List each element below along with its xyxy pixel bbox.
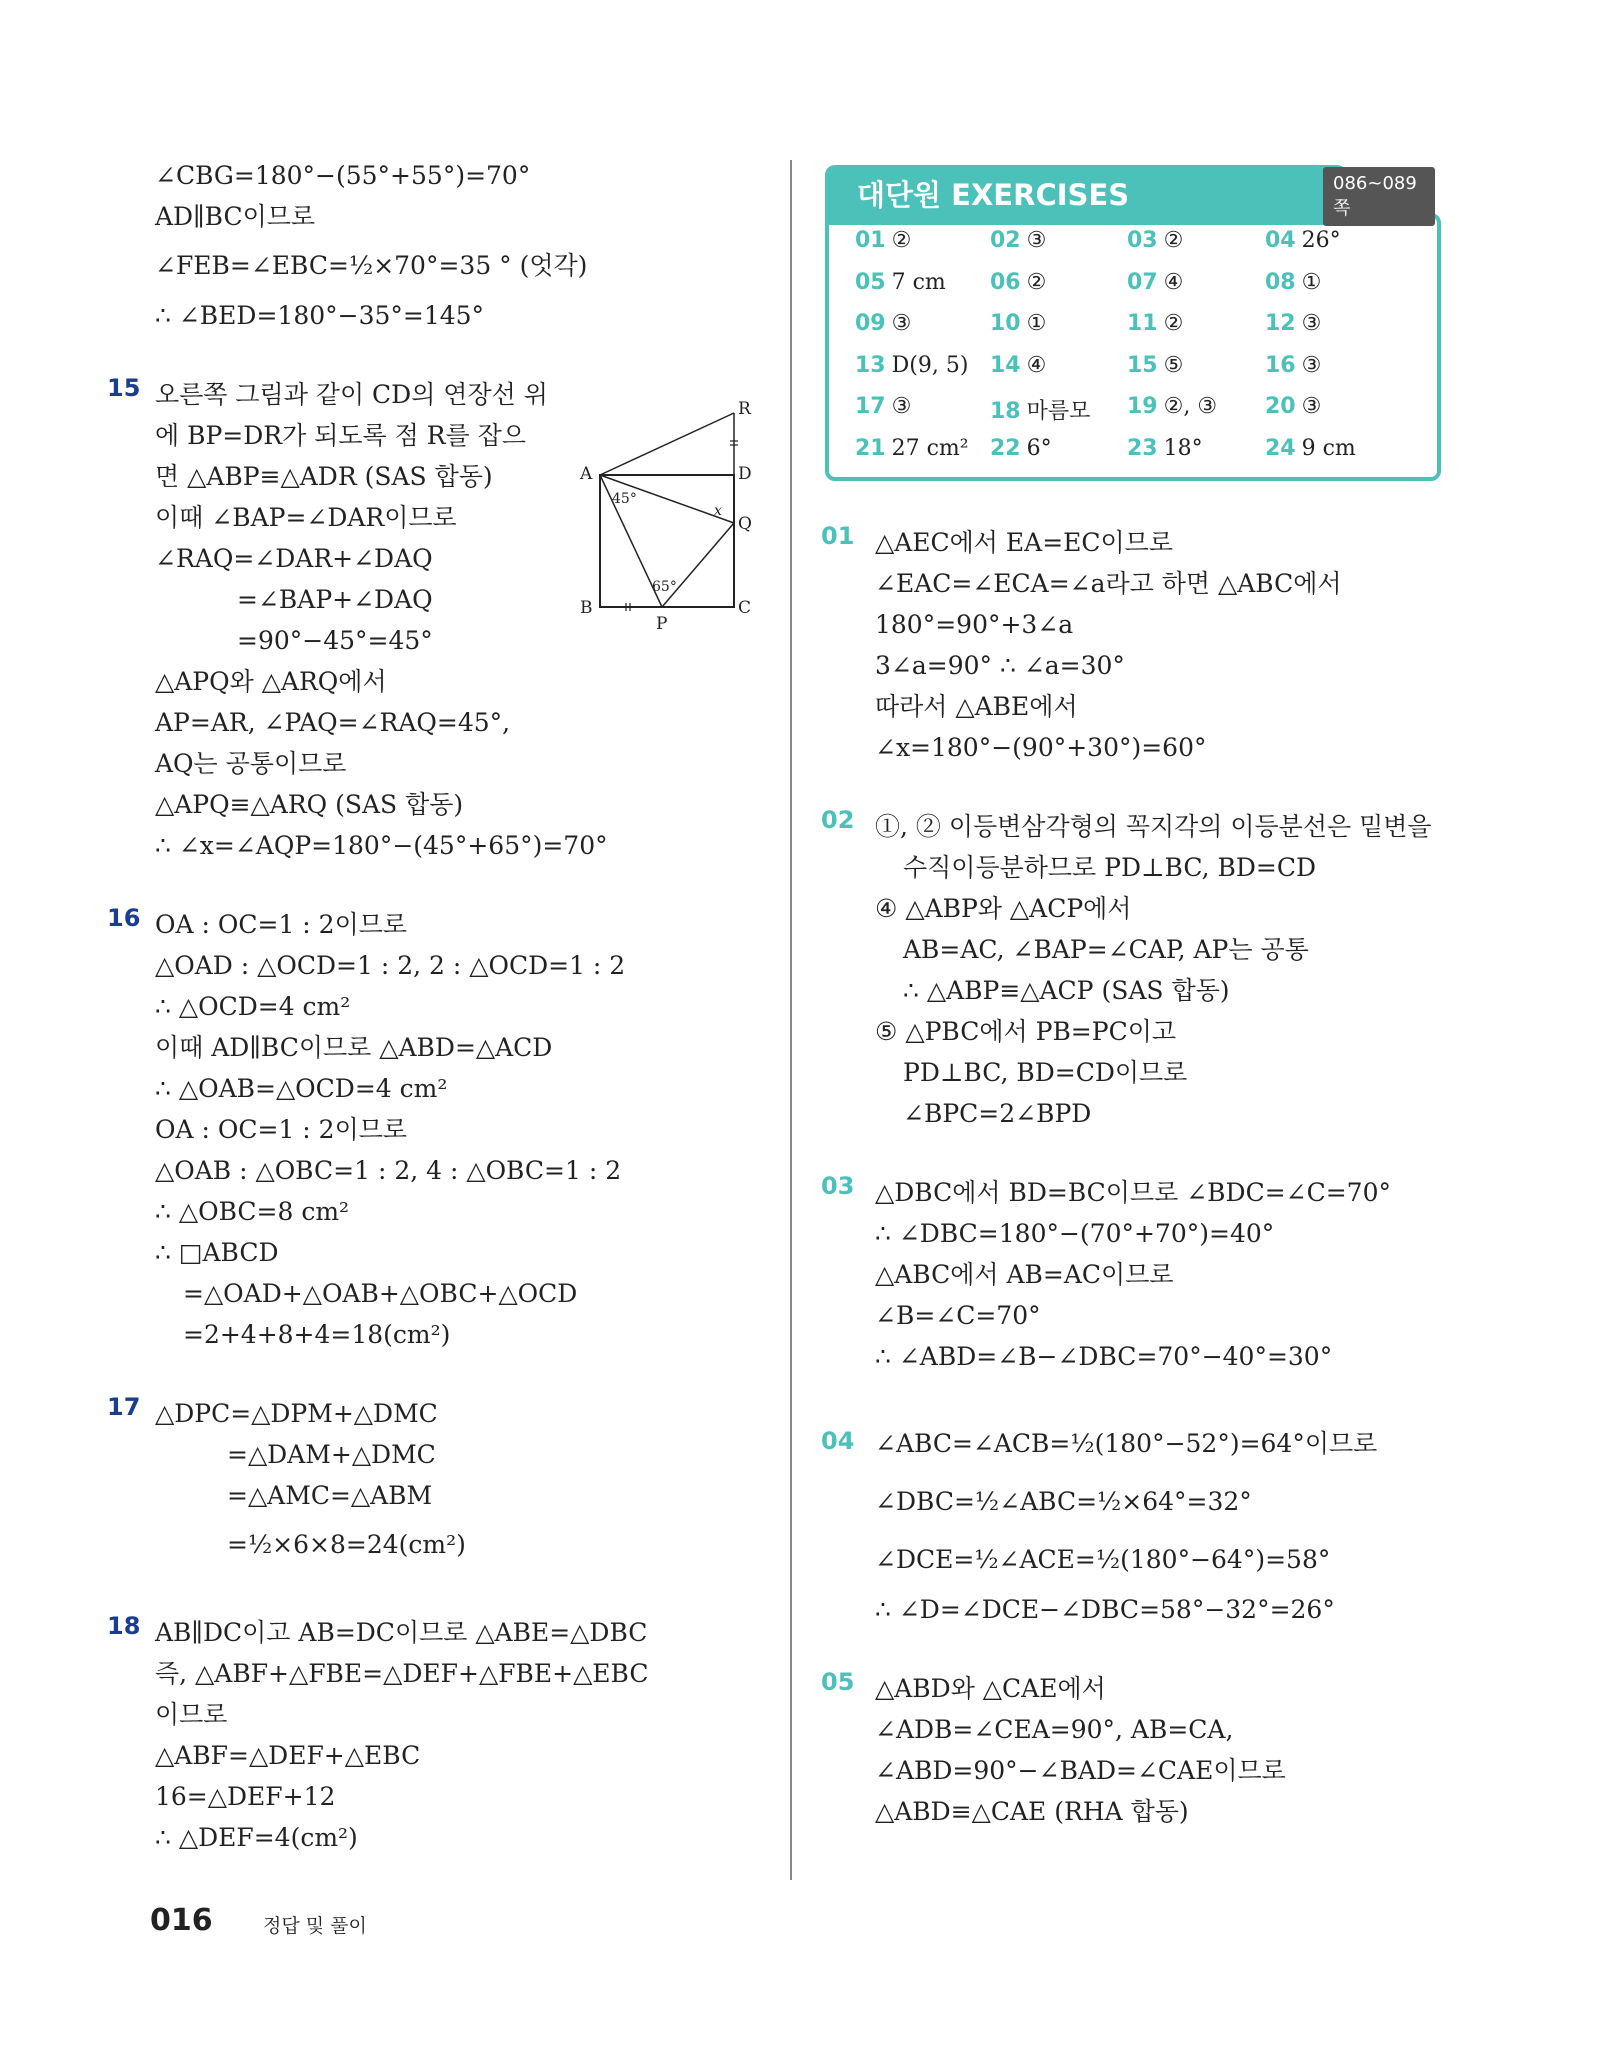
answer-number: 16 (1265, 352, 1296, 378)
answer-value: ③ (1301, 311, 1322, 336)
text-line: AQ는 공통이므로 (155, 749, 347, 778)
answer-number: 20 (1265, 394, 1296, 419)
text-line: △ABD와 △CAE에서 (875, 1674, 1106, 1703)
text-line: PD⊥BC, BD=CD이므로 (903, 1058, 1188, 1087)
text-line: ∠ADB=∠CEA=90°, AB=CA, (875, 1715, 1234, 1744)
answer-item (1127, 311, 1183, 336)
problem-number: 02 (821, 806, 855, 834)
text-line: =2+4+8+4=18(cm²) (183, 1320, 451, 1349)
angle-label-65: 65° (652, 579, 677, 595)
text-line: △DBC에서 BD=BC이므로 ∠BDC=∠C=70° (875, 1178, 1391, 1207)
text-line: 16=△DEF+12 (155, 1782, 336, 1811)
answer-item (855, 311, 911, 336)
answer-number: 21 (855, 435, 886, 461)
text-line: 이때 ∠BAP=∠DAR이므로 (155, 503, 457, 532)
answer-value: ③ (891, 394, 912, 419)
answer-item (1265, 436, 1356, 461)
answer-item (1127, 394, 1217, 419)
text-line: 이때 AD∥BC이므로 △ABD=△ACD (155, 1033, 553, 1062)
text-line: ∠BPC=2∠BPD (903, 1099, 1092, 1128)
answer-item (1127, 436, 1203, 461)
solution-r04 (821, 1415, 1465, 1630)
text-line: 에 BP=DR가 되도록 점 R를 잡으 (155, 421, 526, 450)
answer-number: 01 (855, 228, 886, 253)
text-line: ∠FEB=∠EBC=½×70°=35 ° (엇각) (155, 251, 588, 280)
solution-r05 (821, 1668, 1465, 1832)
text-line: ∠B=∠C=70° (875, 1301, 1041, 1330)
text-line: ∴ △ABP≡△ACP (SAS 합동) (903, 976, 1230, 1005)
answer-number: 23 (1127, 435, 1158, 461)
answer-number: 03 (1127, 228, 1158, 253)
answer-item (1265, 228, 1341, 253)
text-line: =90°−45°=45° (237, 626, 433, 655)
text-line: ⑤ △PBC에서 PB=PC이고 (875, 1017, 1177, 1046)
page-number: 016 (150, 1903, 213, 1938)
text-line: AB∥DC이고 AB=DC이므로 △ABE=△DBC (155, 1618, 648, 1647)
answer-value: ② (1163, 228, 1184, 253)
text-line: ∠ABD=90°−∠BAD=∠CAE이므로 (875, 1756, 1286, 1785)
answer-value: 9 cm (1301, 435, 1356, 461)
answer-value: ④ (1163, 269, 1184, 295)
problem-number: 15 (107, 374, 141, 402)
answer-item (990, 353, 1046, 378)
text-line: ∴ △OCD=4 cm² (155, 992, 351, 1021)
answer-value: ② (891, 228, 912, 253)
text-line: ∴ ∠BED=180°−35°=145° (155, 301, 485, 330)
line-ar (600, 413, 734, 475)
solution-18 (107, 1612, 745, 1858)
answer-value: ④ (1026, 352, 1047, 378)
solution-14-continued (155, 155, 745, 336)
answer-item (855, 436, 969, 461)
problem-number: 16 (107, 904, 141, 932)
answer-value: ③ (1301, 394, 1322, 419)
answer-number: 18 (990, 399, 1021, 424)
label-p: P (656, 614, 668, 634)
text-line: △OAB : △OBC=1 : 2, 4 : △OBC=1 : 2 (155, 1156, 622, 1185)
text-line: =½×6×8=24(cm²) (227, 1530, 466, 1559)
column-divider (790, 160, 792, 1880)
answer-item (1265, 353, 1321, 378)
text-line: △ABD≡△CAE (RHA 합동) (875, 1797, 1189, 1826)
answer-number: 02 (990, 228, 1021, 253)
label-d: D (738, 464, 752, 484)
answer-item (1265, 394, 1321, 419)
problem-number: 18 (107, 1612, 141, 1640)
text-line: ∠DCE=½∠ACE=½(180°−64°)=58° (875, 1545, 1331, 1574)
text-line: ∴ ∠x=∠AQP=180°−(45°+65°)=70° (155, 831, 608, 860)
text-line: =△OAD+△OAB+△OBC+△OCD (183, 1279, 578, 1308)
answer-item (855, 353, 968, 378)
answer-number: 19 (1127, 394, 1158, 419)
answer-item (855, 270, 946, 295)
label-a: A (580, 464, 593, 484)
text-line: ∴ ∠D=∠DCE−∠DBC=58°−32°=26° (875, 1595, 1335, 1624)
text-line: △APQ≡△ARQ (SAS 합동) (155, 790, 464, 819)
text-line: ∠CBG=180°−(55°+55°)=70° (155, 161, 531, 190)
problem-number: 01 (821, 522, 855, 550)
answer-value: ② (1163, 311, 1184, 336)
label-b: B (580, 598, 593, 618)
exercises-title: 대단원 EXERCISES (825, 165, 1347, 225)
label-q: Q (738, 514, 752, 534)
answer-item (1127, 353, 1183, 378)
problem-number: 05 (821, 1668, 855, 1696)
text-line: AB=AC, ∠BAP=∠CAP, AP는 공통 (903, 935, 1309, 964)
answer-value: 18° (1163, 435, 1203, 461)
answer-value: ②, ③ (1163, 394, 1218, 419)
text-line: ∴ ∠ABD=∠B−∠DBC=70°−40°=30° (875, 1342, 1333, 1371)
text-line: OA : OC=1 : 2이므로 (155, 1115, 408, 1144)
exercises-answer-box (825, 165, 1435, 485)
answer-value: ③ (891, 311, 912, 336)
text-line: △AEC에서 EA=EC이므로 (875, 528, 1173, 557)
answer-value: 마름모 (1026, 399, 1091, 424)
answer-number: 14 (990, 352, 1021, 378)
answer-item (1265, 270, 1321, 295)
label-c: C (738, 598, 752, 618)
answer-value: ⑤ (1163, 352, 1184, 378)
text-line: △ABC에서 AB=AC이므로 (875, 1260, 1174, 1289)
answer-number: 08 (1265, 269, 1296, 295)
text-line: 180°=90°+3∠a (875, 610, 1074, 639)
text-line: ①, ② 이등변삼각형의 꼭지각의 이등분선은 밑변을 (875, 812, 1432, 841)
text-line: =∠BAP+∠DAQ (237, 585, 433, 614)
answer-item (855, 394, 911, 419)
answer-value: ② (1026, 269, 1047, 295)
text-line: 따라서 △ABE에서 (875, 692, 1078, 721)
answer-number: 06 (990, 269, 1021, 295)
answer-number: 24 (1265, 435, 1296, 461)
text-line: ∠EAC=∠ECA=∠a라고 하면 △ABC에서 (875, 569, 1342, 598)
text-line: =△AMC=△ABM (227, 1481, 433, 1510)
text-line: ∴ ∠DBC=180°−(70°+70°)=40° (875, 1219, 1275, 1248)
answer-value: 6° (1026, 435, 1052, 461)
answer-value: 7 cm (891, 269, 946, 295)
text-line: ∴ □ABCD (155, 1238, 279, 1267)
footer-label: 정답 및 풀이 (263, 1915, 367, 1937)
answer-number: 11 (1127, 311, 1158, 336)
answer-value: ③ (1301, 352, 1322, 378)
text-line: OA : OC=1 : 2이므로 (155, 910, 408, 939)
text-line: ∠x=180°−(90°+30°)=60° (875, 733, 1207, 762)
answer-value: ① (1301, 269, 1322, 295)
text-line: ④ △ABP와 △ACP에서 (875, 894, 1132, 923)
answer-item (855, 228, 911, 253)
geometry-figure (574, 395, 754, 635)
solution-17 (107, 1393, 745, 1574)
answer-item (990, 311, 1046, 336)
text-line: =△DAM+△DMC (227, 1440, 436, 1469)
answer-number: 17 (855, 394, 886, 419)
text-line: 수직이등분하므로 PD⊥BC, BD=CD (903, 853, 1317, 882)
solution-16 (107, 904, 745, 1355)
answer-item (990, 270, 1046, 295)
answer-item (990, 436, 1052, 461)
answer-value: ③ (1026, 228, 1047, 253)
text-line: 즉, △ABF+△FBE=△DEF+△FBE+△EBC (155, 1659, 649, 1688)
text-line: ∠ABC=∠ACB=½(180°−52°)=64°이므로 (875, 1429, 1378, 1458)
text-line: ∴ △OAB=△OCD=4 cm² (155, 1074, 448, 1103)
problem-number: 03 (821, 1172, 855, 1200)
answer-number: 04 (1265, 228, 1296, 253)
page-reference-badge: 086~089쪽 (1323, 167, 1435, 226)
problem-number: 17 (107, 1393, 141, 1421)
solution-r03 (821, 1172, 1465, 1377)
answer-item (1127, 270, 1183, 295)
right-column (821, 522, 1465, 1832)
text-line: AD∥BC이므로 (155, 202, 316, 231)
text-line: △APQ와 △ARQ에서 (155, 667, 387, 696)
label-r: R (738, 399, 751, 419)
answer-number: 12 (1265, 311, 1296, 336)
text-line: AP=AR, ∠PAQ=∠RAQ=45°, (155, 708, 511, 737)
text-line: △DPC=△DPM+△DMC (155, 1399, 438, 1428)
text-line: ∴ △OBC=8 cm² (155, 1197, 350, 1226)
answer-value: D(9, 5) (891, 352, 969, 378)
answer-number: 05 (855, 269, 886, 295)
text-line: △ABF=△DEF+△EBC (155, 1741, 421, 1770)
text-line: △OAD : △OCD=1 : 2, 2 : △OCD=1 : 2 (155, 951, 626, 980)
angle-label-x: x (714, 503, 722, 519)
answer-number: 09 (855, 311, 886, 336)
answer-item (1265, 311, 1321, 336)
answer-value: 27 cm² (891, 435, 969, 461)
answer-number: 15 (1127, 352, 1158, 378)
text-line: 3∠a=90° ∴ ∠a=30° (875, 651, 1125, 680)
text-line: 면 △ABP≡△ADR (SAS 합동) (155, 462, 493, 491)
answer-number: 22 (990, 435, 1021, 461)
text-line: 이므로 (155, 1700, 228, 1729)
angle-label-45: 45° (612, 491, 637, 507)
text-line: 오른쪽 그림과 같이 CD의 연장선 위 (155, 380, 548, 409)
answer-value: ① (1026, 311, 1047, 336)
answer-item (990, 394, 1090, 425)
text-line: ∠DBC=½∠ABC=½×64°=32° (875, 1487, 1252, 1516)
answer-value: 26° (1301, 228, 1341, 253)
answer-item (990, 228, 1046, 253)
answer-number: 10 (990, 311, 1021, 336)
answer-number: 07 (1127, 269, 1158, 295)
text-line: ∴ △DEF=4(cm²) (155, 1823, 358, 1852)
answer-item (1127, 228, 1183, 253)
answer-number: 13 (855, 352, 886, 378)
solution-r01 (821, 522, 1465, 768)
text-line: ∠RAQ=∠DAR+∠DAQ (155, 544, 433, 573)
solution-r02 (821, 806, 1465, 1134)
problem-number: 04 (821, 1427, 855, 1455)
